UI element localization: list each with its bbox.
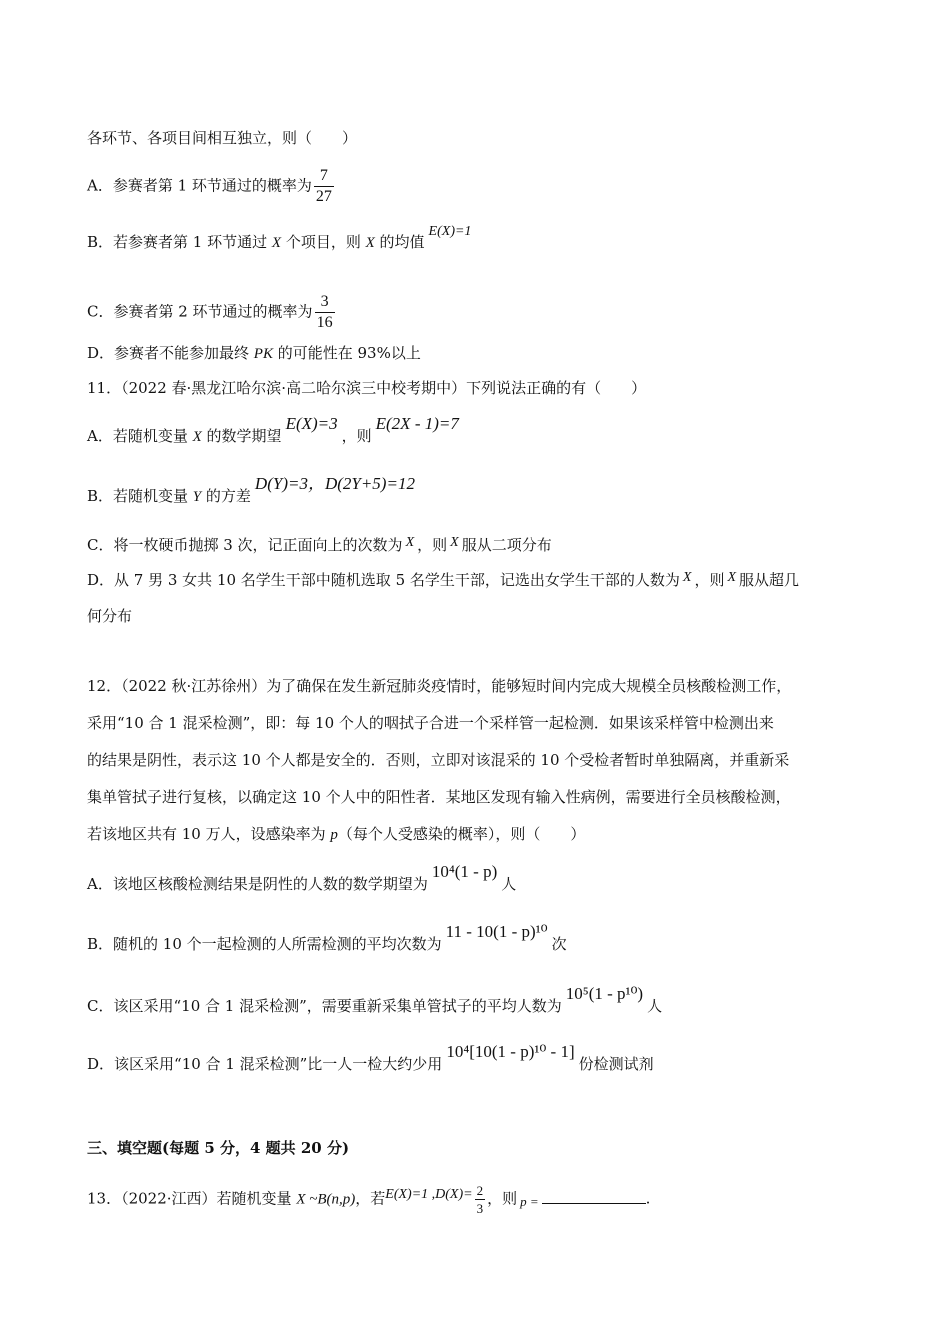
math-expression: 10⁴(1 - p)	[431, 862, 498, 881]
q10-option-d: D．参赛者不能参加最终 PK 的可能性在 93%以上	[87, 344, 421, 362]
math-expression: E(2X - 1)=7	[375, 414, 459, 433]
q11-option-d-continued: 何分布	[87, 607, 133, 625]
q12-option-d: D．该区采用“10 合 1 混采检测”比一人一检大约少用10⁴[10(1 - p)¹⁰ - 1]份检测试剂	[87, 1042, 654, 1073]
q10-option-b: B．若参赛者第 1 环节通过 X 个项目，则 X 的均值E(X)=1	[87, 224, 472, 251]
fraction: $\frac{3}{16}$	[316, 293, 333, 331]
math-expression: E(X)=1 ,D(X)=	[385, 1186, 473, 1202]
q12-option-a: A．该地区核酸检测结果是阴性的人数的数学期望为10⁴(1 - p)人	[87, 862, 517, 893]
q10-option-c: C．参赛者第 2 环节通过的概率为 $\frac{3}{16}$	[87, 293, 333, 331]
math-expression: 10⁵(1 - p¹⁰)	[565, 984, 644, 1003]
q12-option-b: B．随机的 10 个一起检测的人所需检测的平均次数为11 - 10(1 - p)¹⁰次	[87, 922, 567, 953]
q13-stem: 13．（2022·江西）若随机变量 X ~B(n,p)，若E(X)=1 ,D(X)= $\frac{2}{3}$ ，则 p = .	[87, 1183, 651, 1216]
math-expression: 10⁴[10(1 - p)¹⁰ - 1]	[446, 1042, 575, 1061]
q10-stem-tail: 各环节、各项目间相互独立，则（ ）	[87, 129, 358, 147]
section-heading: 三、填空题(每题 5 分，4 题共 20 分)	[87, 1139, 350, 1157]
fraction: $\frac{2}{3}$	[476, 1183, 484, 1216]
q12-option-c: C．该区采用“10 合 1 混采检测”，需要重新采集单管拭子的平均人数为10⁵(1 - p¹⁰)人	[87, 984, 663, 1015]
q10-option-a: A．参赛者第 1 环节通过的概率为 $\frac{7}{27}$	[87, 167, 332, 205]
q11-option-b: B．若随机变量 Y 的方差D(Y)=3，D(2Y+5)=12	[87, 474, 415, 505]
q12-stem-line-1: 12．（2022 秋·江苏徐州）为了确保在发生新冠肺炎疫情时，能够短时间内完成大规模全员核酸检测工作，	[87, 677, 792, 695]
fraction: $\frac{7}{27}$	[315, 167, 332, 205]
math-expression: E(X)=1	[428, 224, 472, 239]
math-expression: 11 - 10(1 - p)¹⁰	[445, 922, 548, 941]
q11-option-c: C．将一枚硬币抛掷 3 次，记正面向上的次数为 X ，则 X 服从二项分布	[87, 535, 552, 554]
q12-stem-line-2: 采用“10 合 1 混采检测”，即：每 10 个人的咽拭子合进一个采样管一起检测．如果该采样管中检测出来	[87, 714, 774, 732]
math-expression: E(X)=3	[285, 414, 338, 433]
q11-option-a: A．若随机变量 X 的数学期望E(X)=3，则E(2X - 1)=7	[87, 414, 459, 445]
q11-stem: 11．（2022 春·黑龙江哈尔滨·高二哈尔滨三中校考期中）下列说法正确的有（ ）	[87, 379, 647, 397]
q11-option-d: D．从 7 男 3 女共 10 名学生干部中随机选取 5 名学生干部，记选出女学生干部的人数为 X ，则 X 服从超几	[87, 570, 800, 589]
q12-stem-line-3: 的结果是阴性，表示这 10 个人都是安全的．否则，立即对该混采的 10 个受检者暂时单独隔离，并重新采	[87, 751, 790, 769]
answer-blank[interactable]	[542, 1189, 646, 1204]
q12-stem-line-5: 若该地区共有 10 万人，设感染率为 p（每个人受感染的概率），则（ ）	[87, 825, 586, 843]
q12-stem-line-4: 集单管拭子进行复核，以确定这 10 个人中的阳性者．某地区发现有输入性病例，需要进行全员核酸检测，	[87, 788, 791, 806]
math-expression: D(Y)=3，D(2Y+5)=12	[254, 474, 415, 493]
